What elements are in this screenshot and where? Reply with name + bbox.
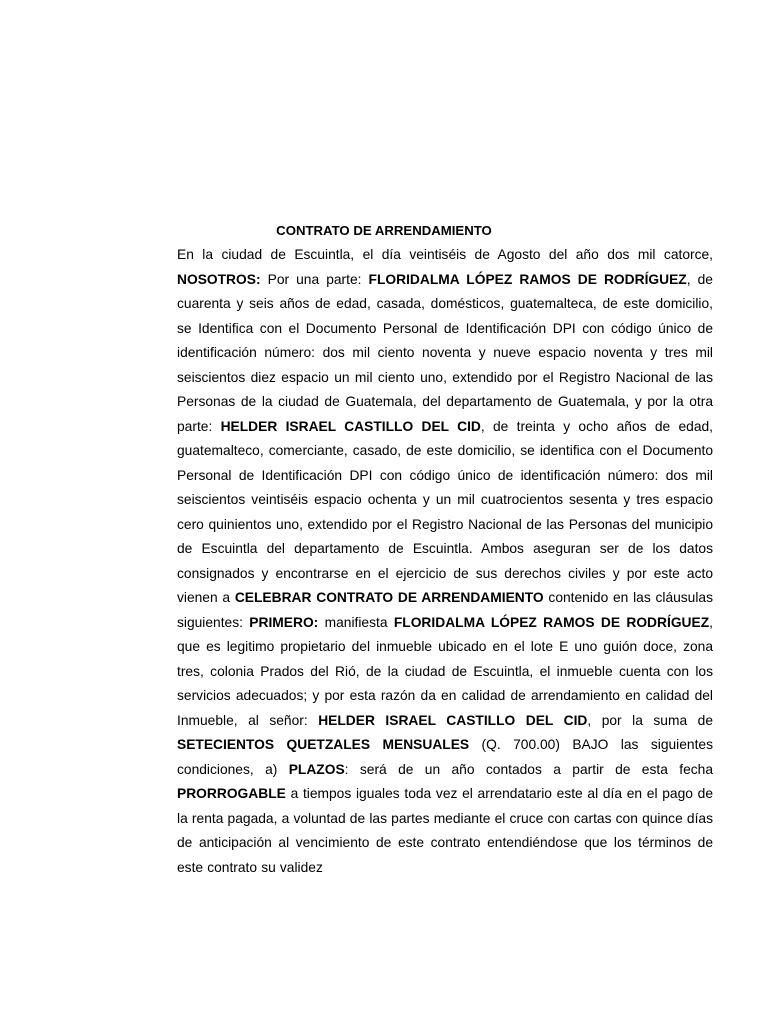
bold-segment: NOSOTROS: [177,271,261,287]
text-segment: contenido en las cláusulas siguientes: [177,590,713,630]
bold-segment: HELDER ISRAEL CASTILLO DEL CID [318,712,588,728]
text-segment: : será de un año contados a partir de esta fecha [344,761,713,777]
text-segment: , que es legitimo propietario del inmueble ubicado en el lote E uno guión doce, zona tres, colonia Prados del Rió, de la ciudad de Escuintla, el inmueble cuenta con los servicios adecuados; y por esta razón da en calidad de arrendamiento en calidad del Inmueble, al señor: [177,614,713,728]
document-title: CONTRATO DE ARRENDAMIENTO [276,223,492,238]
text-segment: (Q. 700.00) BAJO las siguientes condiciones, a) [177,737,713,777]
bold-segment: PRIMERO: [249,614,319,630]
bold-segment: SETECIENTOS QUETZALES MENSUALES [177,737,470,752]
bold-segment: PLAZOS [288,761,345,777]
text-segment: manifiesta [318,614,394,630]
text-segment: , por la suma de [587,712,713,728]
bold-segment: HELDER ISRAEL CASTILLO DEL CID [220,418,481,434]
text-segment: a tiempos iguales toda vez el arrendatario este al día en el pago de la renta pagada, a voluntad de las partes mediante el cruce con cartas con quince días de anticipación al vencimiento de este contrato entendiéndose que los términos de este contrato su validez [177,786,713,875]
text-segment: Por una parte: [260,271,369,287]
bold-segment: FLORIDALMA LÓPEZ RAMOS DE RODRÍGUEZ [368,271,687,287]
bold-segment: FLORIDALMA LÓPEZ RAMOS DE RODRÍGUEZ [393,614,710,630]
contract-body [177,243,713,880]
bold-segment: CELEBRAR CONTRATO DE ARRENDAMIENTO [234,590,544,605]
text-segment: , de treinta y ocho años de edad, guatemalteco, comerciante, casado, de este domicilio, se identifica con el Documento Personal de Identificación DPI con código único de identificación número: dos mil seiscientos veintiséis espacio ochenta y un mil cuatrocientos sesenta y tres espacio cero quinientos uno, extendido por el Registro Nacional de las Personas del municipio de Escuintla del departamento de Escuintla. Ambos aseguran ser de los datos consignados y encontrarse en el ejercicio de sus derechos civiles y por este acto vienen a [177,418,713,605]
text-segment: En la ciudad de Escuintla, el día veintiséis de Agosto del año dos mil catorce, [177,247,713,262]
text-segment: , de cuarenta y seis años de edad, casada, domésticos, guatemalteca, de este domicilio, se Identifica con el Documento Personal de Identificación DPI con código único de identificación número: dos mil ciento noventa y nueve espacio noventa y tres mil seiscientos diez espacio un mil ciento uno, extendido por el Registro Nacional de las Personas de la ciudad de Guatemala, del departamento de Guatemala, y por la otra parte: [177,271,713,434]
bold-segment: PRORROGABLE [177,786,286,801]
